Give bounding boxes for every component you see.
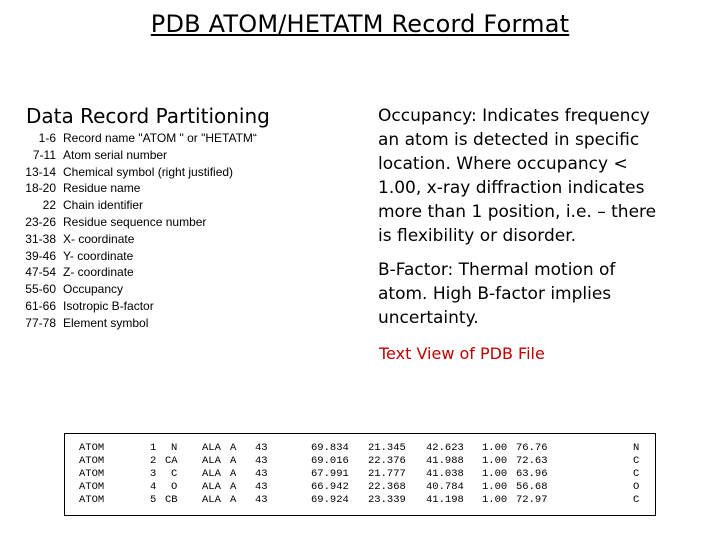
residue-seq: 43 (255, 468, 268, 480)
record-type: ATOM (79, 494, 105, 506)
field-description: Residue sequence number (63, 214, 207, 229)
atom-name: CA (165, 455, 178, 467)
occupancy: 1.00 (482, 481, 508, 493)
field-description: Chemical symbol (right justified) (63, 164, 234, 179)
b-factor: 72.63 (516, 455, 548, 467)
pdb-row (65, 481, 655, 494)
table-row (14, 298, 257, 315)
field-description: Y- coordinate (63, 248, 134, 263)
chain-id: A (230, 481, 237, 493)
column-range: 47-54 (25, 265, 56, 280)
z-coordinate: 41.038 (426, 468, 464, 480)
z-coordinate: 41.988 (426, 455, 464, 467)
atom-serial: 4 (150, 481, 157, 493)
residue-name: ALA (202, 442, 221, 454)
element-symbol: C (633, 494, 640, 506)
y-coordinate: 21.345 (368, 442, 406, 454)
record-type: ATOM (79, 455, 105, 467)
residue-name: ALA (202, 468, 221, 480)
occupancy: 1.00 (482, 442, 508, 454)
atom-name: C (171, 468, 178, 480)
x-coordinate: 69.834 (311, 442, 349, 454)
column-range: 7-11 (32, 147, 56, 162)
residue-seq: 43 (255, 455, 268, 467)
column-range: 13-14 (25, 164, 56, 179)
chain-id: A (230, 442, 237, 454)
record-type: ATOM (79, 468, 105, 480)
z-coordinate: 41.198 (426, 494, 464, 506)
table-row (14, 264, 257, 281)
x-coordinate: 69.016 (311, 455, 349, 467)
pdb-row (65, 442, 655, 455)
text-view-title: Text View of PDB File (379, 344, 545, 363)
table-row (14, 231, 257, 248)
table-row (14, 248, 257, 265)
x-coordinate: 66.942 (311, 481, 349, 493)
occupancy: 1.00 (482, 468, 508, 480)
column-range: 31-38 (25, 231, 56, 246)
x-coordinate: 67.991 (311, 468, 349, 480)
field-description: Element symbol (63, 315, 149, 330)
y-coordinate: 21.777 (368, 468, 406, 480)
element-symbol: N (633, 442, 640, 454)
occupancy-explanation: Occupancy: Indicates frequency an atom is detected in specific location. Where occupancy < 1.00, x-ray diffraction indicates more than 1 position, i.e. – there is flexibility or disorder. (378, 106, 657, 246)
chain-id: A (230, 468, 237, 480)
table-row (14, 180, 257, 197)
element-symbol: C (633, 455, 640, 467)
atom-name: O (171, 481, 178, 493)
residue-seq: 43 (255, 481, 268, 493)
occupancy: 1.00 (482, 494, 508, 506)
field-description: Record name "ATOM " or "HETATM“ (63, 131, 257, 145)
column-range: 22 (42, 198, 56, 213)
occupancy: 1.00 (482, 455, 508, 467)
pdb-text-view (64, 433, 656, 516)
column-range: 18-20 (25, 181, 56, 196)
field-description: Isotropic B-factor (63, 298, 154, 313)
y-coordinate: 23.339 (368, 494, 406, 506)
table-row (14, 197, 257, 214)
residue-seq: 43 (255, 494, 268, 506)
residue-name: ALA (202, 481, 221, 493)
residue-seq: 43 (255, 442, 268, 454)
record-type: ATOM (79, 481, 105, 493)
field-description: Occupancy (63, 282, 124, 297)
b-factor: 76.76 (516, 442, 548, 454)
slide-title: PDB ATOM/HETATM Record Format (150, 10, 570, 38)
table-row (14, 281, 257, 298)
y-coordinate: 22.376 (368, 455, 406, 467)
y-coordinate: 22.368 (368, 481, 406, 493)
atom-serial: 2 (150, 455, 157, 467)
column-range: 55-60 (25, 282, 56, 297)
pdb-row (65, 494, 655, 507)
table-row (14, 315, 257, 332)
column-range: 39-46 (25, 248, 56, 263)
record-partition-table (14, 130, 257, 332)
x-coordinate: 69.924 (311, 494, 349, 506)
field-description: X- coordinate (63, 231, 135, 246)
bfactor-explanation: B-Factor: Thermal motion of atom. High B-factor implies uncertainty. (378, 260, 616, 328)
field-description: Residue name (63, 181, 141, 196)
chain-id: A (230, 494, 237, 506)
table-row (14, 130, 257, 147)
record-type: ATOM (79, 442, 105, 454)
atom-serial: 5 (150, 494, 157, 506)
partitioning-heading: Data Record Partitioning (26, 104, 270, 128)
column-range: 23-26 (25, 214, 56, 229)
z-coordinate: 42.623 (426, 442, 464, 454)
column-range: 77-78 (25, 315, 56, 330)
field-description: Atom serial number (63, 147, 168, 162)
column-range: 1-6 (38, 131, 56, 145)
pdb-row (65, 468, 655, 481)
z-coordinate: 40.784 (426, 481, 464, 493)
table-row (14, 214, 257, 231)
element-symbol: O (633, 481, 640, 493)
b-factor: 63.96 (516, 468, 548, 480)
element-symbol: C (633, 468, 640, 480)
atom-serial: 1 (150, 442, 157, 454)
atom-name: N (171, 442, 178, 454)
b-factor: 72.97 (516, 494, 548, 506)
pdb-row (65, 455, 655, 468)
chain-id: A (230, 455, 237, 467)
table-row (14, 164, 257, 181)
table-row (14, 147, 257, 164)
field-description: Chain identifier (63, 198, 144, 213)
field-description: Z- coordinate (63, 265, 134, 280)
residue-name: ALA (202, 494, 221, 506)
atom-serial: 3 (150, 468, 157, 480)
atom-name: CB (165, 494, 178, 506)
residue-name: ALA (202, 455, 221, 467)
column-range: 61-66 (25, 298, 56, 313)
b-factor: 56.68 (516, 481, 548, 493)
